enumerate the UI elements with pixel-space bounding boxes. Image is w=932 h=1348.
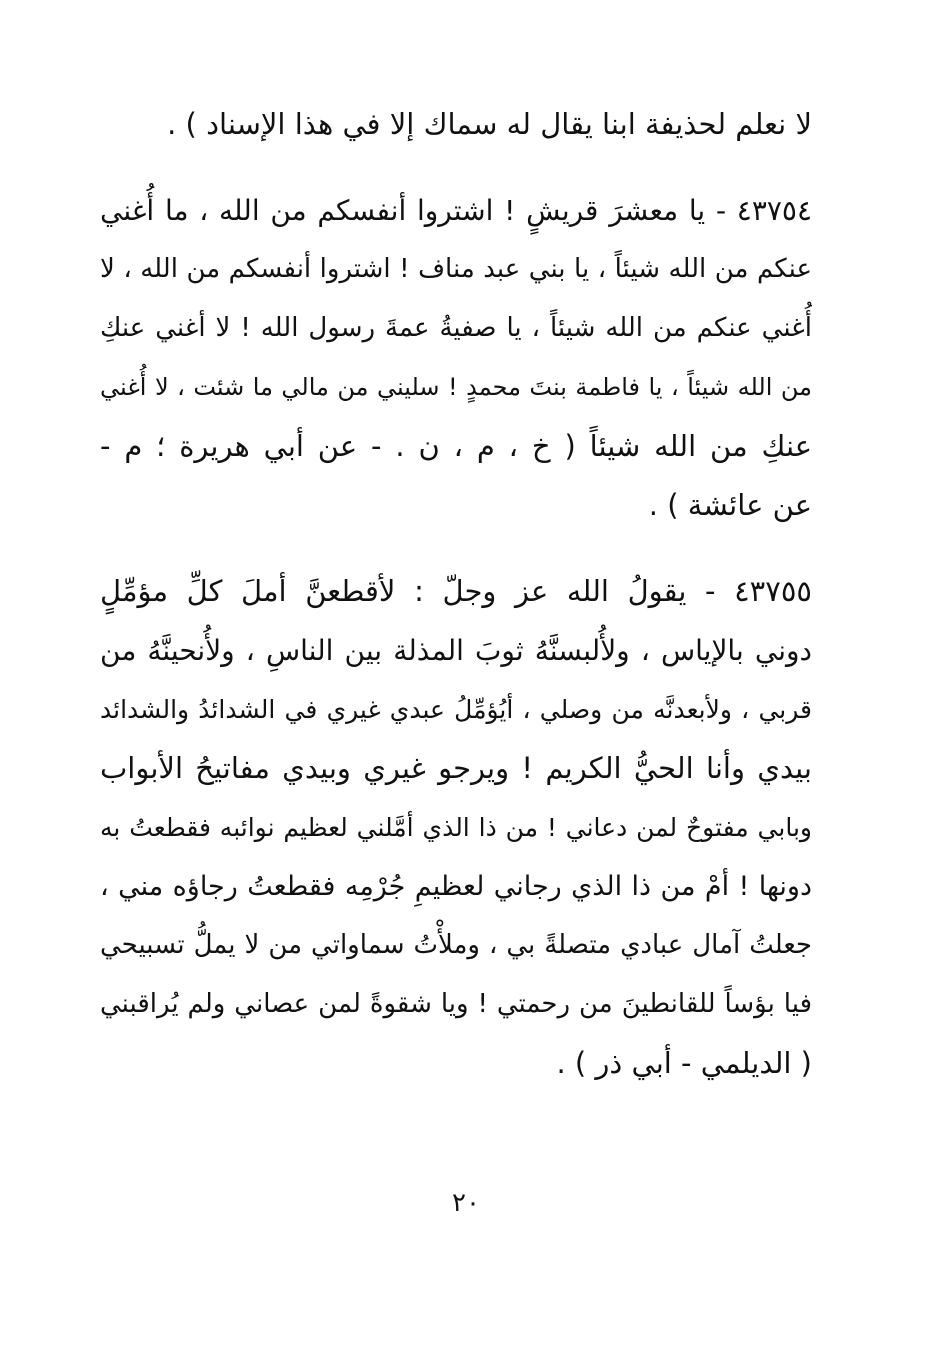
text-line: وبابي مفتوحٌ لمن دعاني ! من ذا الذي أمَّلني لعظيم نوائبه فقطعتُ به (100, 813, 812, 842)
paragraph-gap (100, 154, 812, 181)
text-line: ٤٣٧٥٤ - يا معشرَ قريشٍ ! اشتروا أنفسكم من الله ، ما أُغني (100, 194, 812, 227)
text-line: عنكِ من الله شيئاً ( خ ، م ، ن . - عن أبي هريرة ؛ م - (100, 429, 812, 463)
text-line: بيدي وأنا الحيُّ الكريم ! ويرجو غيري وبيدي مفاتيحُ الأبواب (100, 751, 812, 785)
text-line: عن عائشة ) . (648, 488, 812, 522)
text-line: ( الديلمي - أبي ذر ) . (556, 1046, 812, 1080)
page-body (100, 95, 812, 1093)
text-line: دوني بالإياس ، ولأُلبسنَّهُ ثوبَ المذلة بين الناسِ ، ولأُنحينَّهُ من (100, 634, 812, 667)
text-line: دونها ! أمْ من ذا الذي رجاني لعظيمِ جُرْمِه فقطعتُ رجاؤه مني ، (100, 871, 812, 902)
text-line: جعلتُ آمال عبادي متصلةً بي ، وملأْتُ سماواتي من لا يملُّ تسبيحي (100, 930, 812, 960)
text-line: أُغني عنكم من الله شيئاً ، يا صفيةُ عمةَ رسول الله ! لا أغني عنكِ (100, 313, 812, 343)
text-line: عنكم من الله شيئاً ، يا بني عبد مناف ! اشتروا أنفسكم من الله ، لا (100, 254, 812, 284)
text-line: قربي ، ولأبعدنَّه من وصلي ، أيُؤمِّلُ عبدي غيري في الشدائدُ والشدائد (100, 695, 812, 724)
hadith-43754 (100, 181, 812, 535)
paragraph-gap (100, 535, 812, 562)
hadith-43755 (100, 562, 812, 1093)
page-number: ٢٠ (452, 1188, 480, 1218)
text-line: فيا بؤساً للقانطينَ من رحمتي ! ويا شقوةً لمن عصاني ولم يُراقبني (100, 989, 812, 1019)
text-line: لا نعلم لحذيفة ابنا يقال له سماك إلا في هذا الإسناد ) . (167, 107, 812, 141)
text-line: من الله شيئاً ، يا فاطمة بنتَ محمدٍ ! سليني من مالي ما شئت ، لا أُغني (100, 373, 812, 401)
text-line: ٤٣٧٥٥ - يقولُ الله عز وجلّ : لأقطعنَّ أملَ كلِّ مؤمِّلٍ (100, 574, 812, 608)
continuation-paragraph (100, 95, 812, 154)
